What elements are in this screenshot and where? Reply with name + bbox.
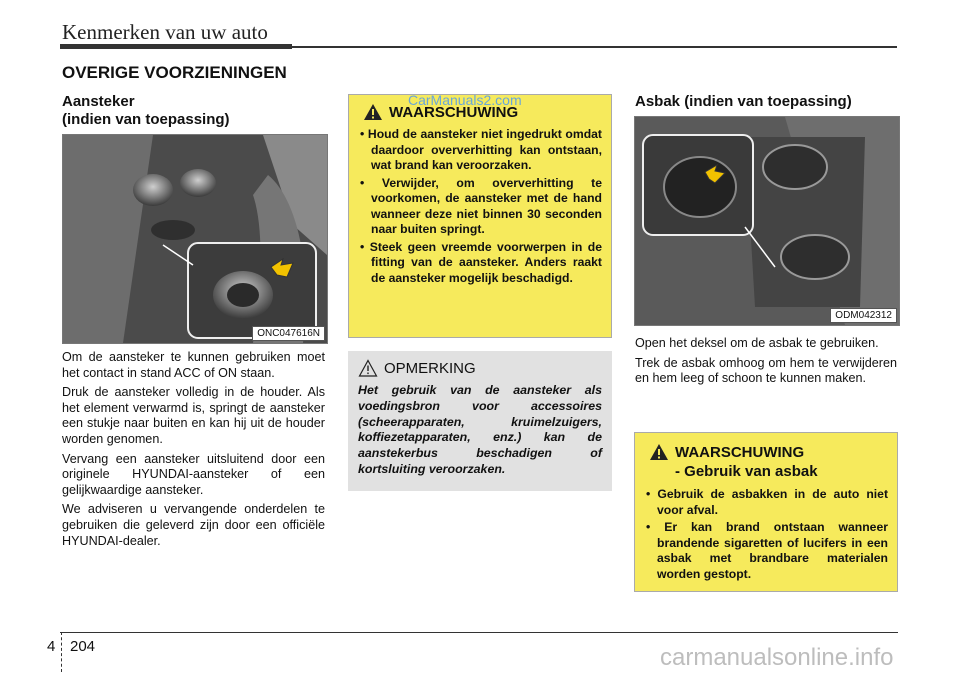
caution-triangle-icon xyxy=(358,359,378,377)
lighter-warning-title: WAARSCHUWING xyxy=(389,103,519,121)
chapter-number: 4 xyxy=(47,638,56,655)
lighter-body xyxy=(62,350,325,553)
note-box xyxy=(348,351,612,491)
lighter-heading xyxy=(62,93,230,129)
section-title: OVERIGE VOORZIENINGEN xyxy=(62,63,287,82)
ashtray-heading: Asbak (indien van toepassing) xyxy=(635,93,852,110)
lighter-paragraph: Om de aansteker te kunnen gebruiken moet het contact in stand ACC of ON staan. xyxy=(62,350,325,380)
lighter-heading-line1: Aansteker xyxy=(62,93,135,110)
lighter-image-code: ONC047616N xyxy=(252,326,325,341)
watermark-top: CarManuals2.com xyxy=(408,92,522,108)
warning-triangle-icon xyxy=(649,443,669,461)
ashtray-warning-subtitle: - Gebruik van asbak xyxy=(675,463,818,480)
lighter-warning-list xyxy=(357,127,602,288)
note-header xyxy=(358,359,476,377)
lighter-illustration xyxy=(63,135,327,343)
footer-divider xyxy=(61,632,63,672)
lighter-paragraph: We adviseren u vervangende onderdelen te gebruiken die geleverd zijn door een officiële HYUNDAI-dealer. xyxy=(62,502,325,548)
lighter-warning-box xyxy=(348,94,612,338)
warning-item: • Steek geen vreemde voorwerpen in de fitting van de aansteker. Anders raakt de aansteker mogelijk beschadigd. xyxy=(360,239,602,285)
ashtray-illustration xyxy=(635,117,899,325)
ashtray-warning-title: WAARSCHUWING xyxy=(675,443,805,461)
header-rule-thick xyxy=(60,44,292,49)
ashtray-paragraph: Trek de asbak omhoog om hem te verwijderen en hem leeg of schoon te kunnen maken. xyxy=(635,355,897,386)
lighter-heading-line2: (indien van toepassing) xyxy=(62,111,230,128)
ashtray-image-code: ODM042312 xyxy=(830,308,897,323)
ashtray-warning-box xyxy=(634,432,898,592)
warning-triangle-icon xyxy=(363,103,383,121)
lighter-photo xyxy=(62,134,328,344)
warning-item: • Houd de aansteker niet ingedrukt omdat daardoor oververhitting kan ontstaan, wat brand kan veroorzaken. xyxy=(360,127,602,172)
watermark-bottom: carmanualsonline.info xyxy=(660,644,894,671)
ashtray-body xyxy=(635,336,897,391)
warning-item: • Gebruik de asbakken in de auto niet voor afval. xyxy=(646,487,888,517)
lighter-paragraph: Druk de aansteker volledig in de houder. Als het element verwarmd is, springt de aansteker een stukje naar buiten en kan hij uit de houder worden genomen. xyxy=(62,385,325,446)
ashtray-warning-header xyxy=(649,443,804,461)
header-rule-thin xyxy=(292,46,897,48)
warning-item: • Verwijder, om oververhitting te voorkomen, de aansteker met de hand wanneer deze niet binnen 30 seconden naar buiten springt. xyxy=(360,175,603,236)
ashtray-warning-list xyxy=(643,487,888,584)
running-header: Kenmerken van uw auto xyxy=(62,20,268,44)
warning-item: • Er kan brand ontstaan wanneer brandende sigaretten of lucifers in een asbak met brandbare materialen worden gestopt. xyxy=(646,520,888,581)
footer-rule xyxy=(60,632,898,633)
note-text: Het gebruik van de aansteker als voedingsbron voor accessoires (scheerapparaten, kruimelzuigers, koffiezetapparaten, enz.) kan de aanstekerbus beschadigen of kortsluiting veroorzaken. xyxy=(358,383,602,476)
ashtray-photo xyxy=(634,116,900,326)
page-number: 204 xyxy=(70,638,96,655)
note-title: OPMERKING xyxy=(384,359,476,377)
ashtray-paragraph: Open het deksel om de asbak te gebruiken. xyxy=(635,336,879,350)
lighter-paragraph: Vervang een aansteker uitsluitend door een originele HYUNDAI-aansteker of een gelijkwaardige aansteker. xyxy=(62,451,325,497)
